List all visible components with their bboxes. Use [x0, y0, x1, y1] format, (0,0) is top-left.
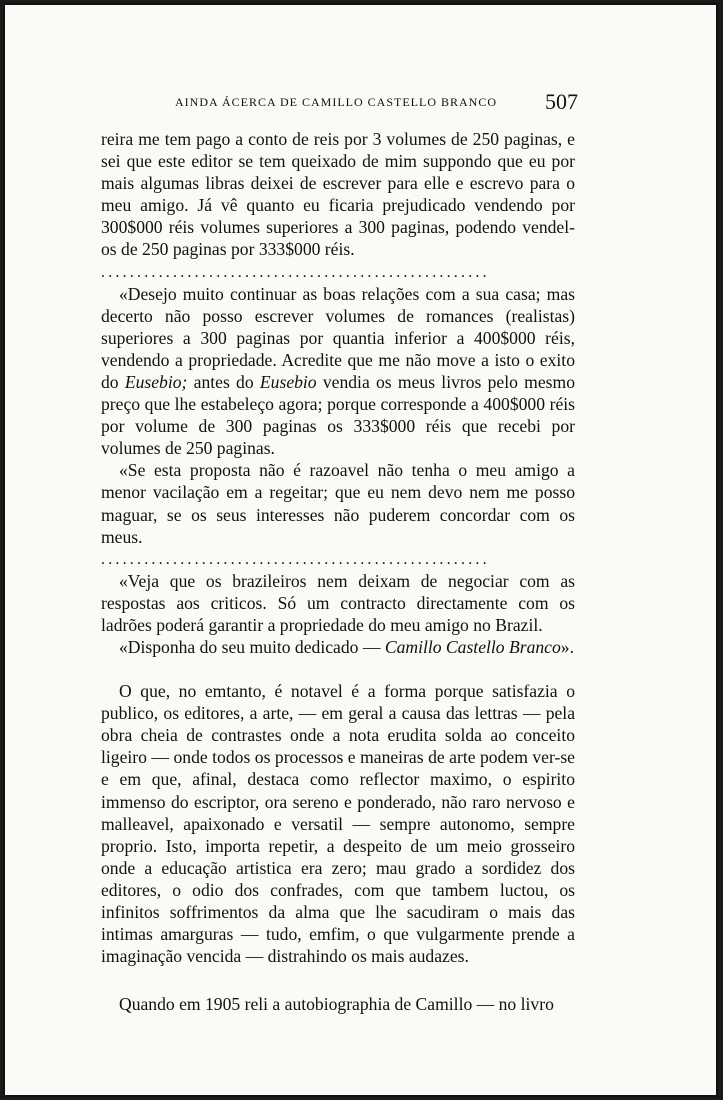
essay-paragraph: O que, no emtanto, é notavel é a forma porque satisfazia o publico, os editores, a arte, — em geral a causa das lettras — pela obra cheia de contrastes onde a nota erudita solda ao conceito ligeiro — onde todos os processos e maneiras de arte podem ver-se e em que, afinal, destaca como reflector maximo, o espirito immenso do escriptor, ora sereno e ponderado, não raro nervoso e malleavel, apaixonado e versatil — sempre autonomo, sempre proprio. Isto, importa repetir, a despeito de um meio grosseiro onde a educação artistica era zero; mau grado a sordidez dos editores, o odio dos confrades, com que tambem luctou, os infinitos soffrimentos da alma que lhe sacudiram o mais das intimas amarguras — tudo, emfim, o que vulgarmente prende a imaginação vencida — distrahindo os mais audazes. [101, 681, 575, 967]
book-title-eusebio: Eusebio [259, 371, 317, 392]
essay-paragraph-start: Quando em 1905 reli a autobiographia de Camillo — no livro [119, 994, 554, 1015]
letter-paragraph: «Desejo muito continuar as boas relações com a sua casa; mas decerto não posso escrever volumes de romances (realistas) superiores a 300 paginas por quantia inferior a 400$000 réis, vendendo a propriedade. Acredite que me não move a isto o exito do Eusebio; antes do Eusebio vendia os meus livros pelo mesmo preço que lhe estabeleço agora; porque corresponde a 400$000 réis por volume de 300 paginas os 333$000 réis que recebi por volumes de 250 paginas. [101, 283, 575, 459]
ellipsis-divider: ...................................................... [101, 263, 490, 281]
page-header [5, 89, 716, 117]
author-name: Camillo Castello Branco [384, 636, 561, 657]
letter-paragraph: «Veja que os brazileiros nem deixam de negociar com as respostas aos criticos. Só um contracto directamente com os ladrões poderá garantir a propriedade do meu amigo no Brazil. [101, 570, 575, 635]
letter-paragraph: «Se esta proposta não é razoavel não tenha o meu amigo a menor vacilação em a regeitar; que eu nem devo nem me posso maguar, se os seus interesses não puderem concordar com os meus. [101, 460, 575, 547]
page-number: 507 [545, 89, 578, 114]
paragraph-continuation: reira me tem pago a conto de reis por 3 volumes de 250 paginas, e sei que este editor se tem queixado de mim suppondo que eu por mais algumas libras deixei de escrever para elle e escrevo para o meu amigo. Já vê quanto eu ficaria prejudicado vendendo por 300$000 réis volumes superiores a 300 paginas, podendo vendel-os de 250 paginas por 333$000 réis. [101, 129, 575, 260]
running-title: AINDA ÁCERCA DE CAMILLO CASTELLO BRANCO [175, 95, 498, 109]
ellipsis-divider: ...................................................... [101, 550, 490, 568]
body-text [101, 128, 575, 1015]
book-page [3, 3, 718, 1097]
book-title-eusebio: Eusebio; [124, 371, 188, 392]
letter-signature: «Disponha do seu muito dedicado — Camillo Castello Branco». [119, 636, 574, 657]
